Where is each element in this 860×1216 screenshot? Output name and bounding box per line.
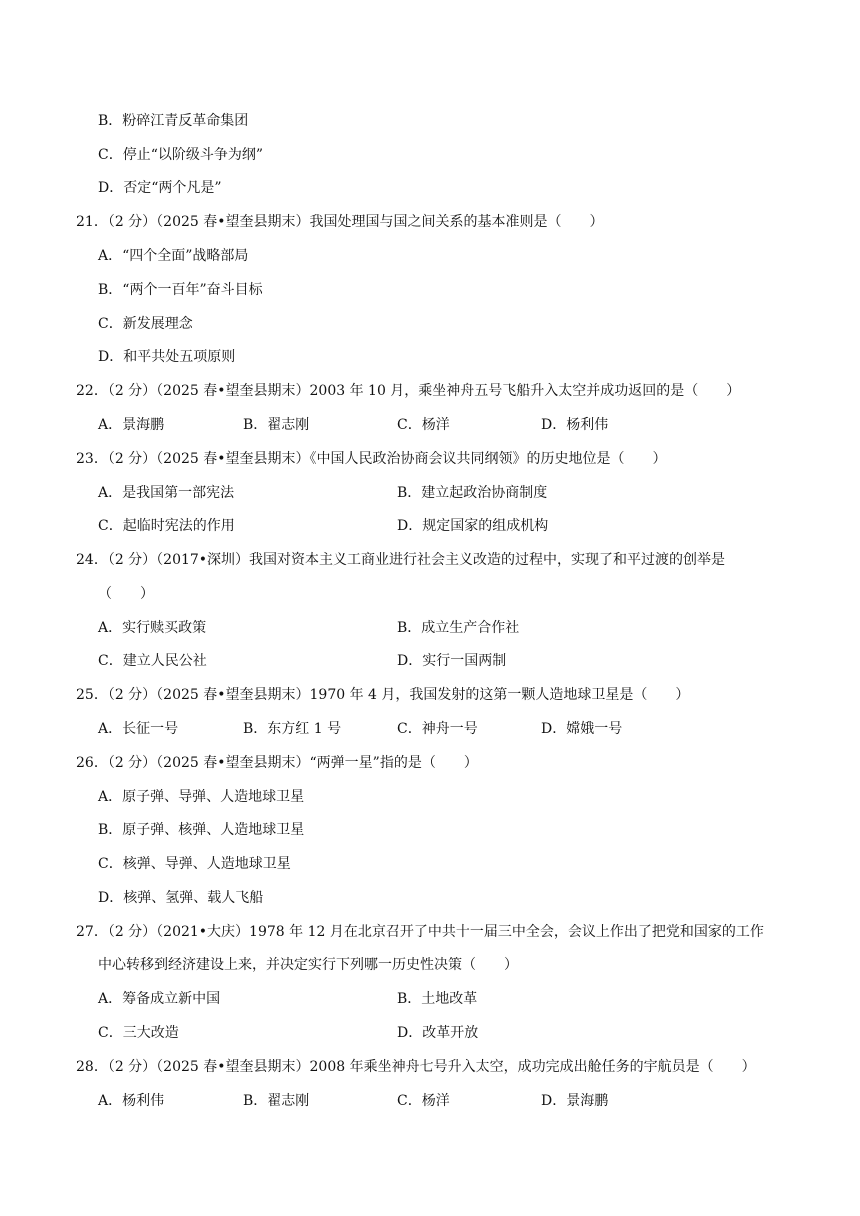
q27-option-b: B．土地改革	[397, 991, 478, 1007]
q24-stem-continued: （ ）	[98, 586, 154, 602]
q20-option-c: C．停止“以阶级斗争为纲”	[98, 147, 264, 163]
q28-option-a: A．杨利伟	[98, 1093, 165, 1109]
q26-option-d: D．核弹、氢弹、载人飞船	[98, 890, 264, 906]
q23-option-c: C．起临时宪法的作用	[98, 518, 235, 534]
q21-option-d: D．和平共处五项原则	[98, 349, 236, 365]
q27-option-d: D．改革开放	[397, 1025, 479, 1041]
q22-option-a: A．景海鹏	[98, 417, 165, 433]
q23-option-b: B．建立起政治协商制度	[397, 485, 548, 501]
q23-option-a: A．是我国第一部宪法	[98, 485, 235, 501]
q22-option-d: D．杨利伟	[541, 417, 609, 433]
q22-option-c: C．杨洋	[397, 417, 450, 433]
q21-stem: 21．（2 分）（2025 春•望奎县期末）我国处理国与国之间关系的基本准则是（ ）	[76, 214, 604, 230]
q27-stem-continued: 中心转移到经济建设上来，并决定实行下列哪一历史性决策（ ）	[98, 957, 518, 973]
q25-option-b: B．东方红 1 号	[243, 721, 342, 737]
q25-stem: 25．（2 分）（2025 春•望奎县期末）1970 年 4 月，我国发射的这第一颗人造地球卫星是（ ）	[76, 687, 690, 703]
q25-option-d: D．嫦娥一号	[541, 721, 623, 737]
q21-option-b: B．“两个一百年”奋斗目标	[98, 282, 263, 298]
q22-option-b: B．翟志刚	[243, 417, 310, 433]
q28-option-c: C．杨洋	[397, 1093, 450, 1109]
q24-option-a: A．实行赎买政策	[98, 620, 207, 636]
q27-option-a: A．筹备成立新中国	[98, 991, 221, 1007]
q24-option-d: D．实行一国两制	[397, 653, 507, 669]
q20-option-d: D．否定“两个凡是”	[98, 180, 222, 196]
q26-option-a: A．原子弹、导弹、人造地球卫星	[98, 789, 305, 805]
q25-option-a: A．长征一号	[98, 721, 179, 737]
q21-option-c: C．新发展理念	[98, 316, 193, 332]
q24-option-b: B．成立生产合作社	[397, 620, 520, 636]
q28-option-b: B．翟志刚	[243, 1093, 310, 1109]
q24-option-c: C．建立人民公社	[98, 653, 207, 669]
q28-stem: 28．（2 分）（2025 春•望奎县期末）2008 年乘坐神舟七号升入太空，成功完成出舱任务的宇航员是（ ）	[76, 1059, 756, 1075]
q20-option-b: B．粉碎江青反革命集团	[98, 113, 249, 129]
q28-option-d: D．景海鹏	[541, 1093, 609, 1109]
q26-stem: 26．（2 分）（2025 春•望奎县期末）“两弹一星”指的是（ ）	[76, 755, 478, 771]
q23-option-d: D．规定国家的组成机构	[397, 518, 549, 534]
q21-option-a: A．“四个全面”战略部局	[98, 248, 249, 264]
q27-option-c: C．三大改造	[98, 1025, 179, 1041]
q24-stem: 24．（2 分）（2017•深圳）我国对资本主义工商业进行社会主义改造的过程中，实现了和平过渡的创举是	[76, 552, 726, 568]
q26-option-c: C．核弹、导弹、人造地球卫星	[98, 856, 291, 872]
q27-stem: 27．（2 分）（2021•大庆）1978 年 12 月在北京召开了中共十一届三中全会，会议上作出了把党和国家的工作	[76, 924, 764, 940]
q25-option-c: C．神舟一号	[397, 721, 478, 737]
q23-stem: 23．（2 分）（2025 春•望奎县期末）《中国人民政治协商会议共同纲领》的历史地位是（ ）	[76, 451, 667, 467]
q26-option-b: B．原子弹、核弹、人造地球卫星	[98, 822, 305, 838]
q22-stem: 22．（2 分）（2025 春•望奎县期末）2003 年 10 月，乘坐神舟五号飞船升入太空并成功返回的是（ ）	[76, 383, 741, 399]
